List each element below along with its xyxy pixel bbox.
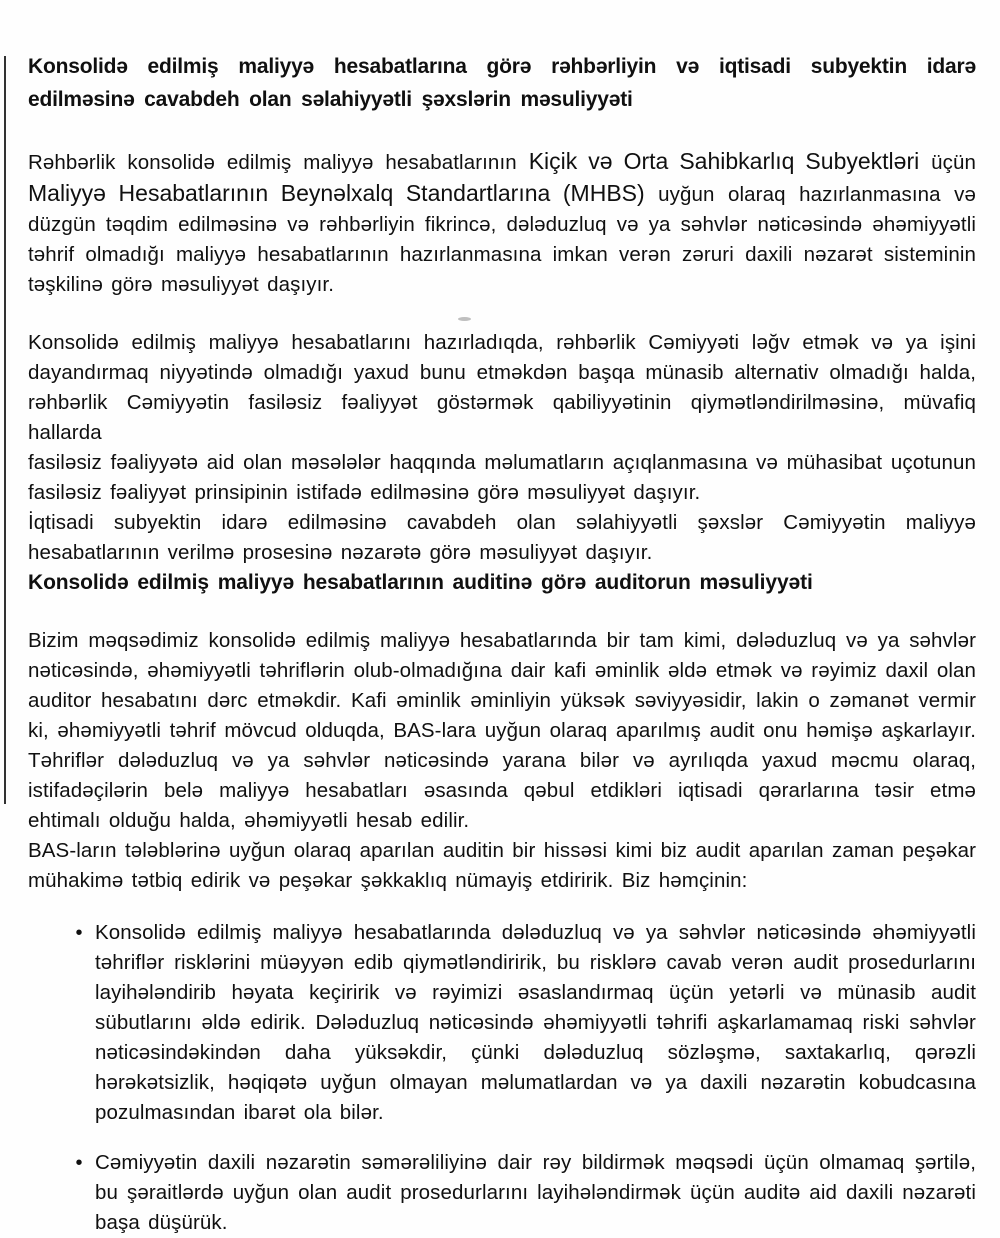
going-concern-paragraph: Konsolidə edilmiş maliyyə hesabatlarını hazırladıqda, rəhbərlik Cəmiyyəti ləğv etmək və ya işini dayandırmaq niyyətində olmadığı yaxud bunu etməkdən başqa münasib alternativ olmadığı halda, rəhbərlik Cəmiyyətin fasiləsiz fəaliyyət göstərmək qabiliyyətinin qiymətləndirilməsinə, müvafiq hallarda: [28, 331, 976, 444]
bullet-icon: •: [75, 922, 83, 944]
management-responsibility-paragraph: [28, 146, 976, 300]
internal-control-bullet-text: Cəmiyyətin daxili nəzarətin səmərəliliyinə dair rəy bildirmək məqsədi üçün olmamaq şərtilə, bu şəraitlərdə uyğun olan audit prosedurlarını layihələndirmək üçün auditə aid daxili nəzarəti başa düşürük.: [95, 1151, 976, 1234]
disclosure-paragraph: fasiləsiz fəaliyyətə aid olan məsələlər haqqında məlumatların açıqlanmasına və mühasibat uçotunun fasiləsiz fəaliyyət prinsipinin istifadə edilməsinə görə məsuliyyət daşıyır.: [28, 451, 976, 504]
management-paragraph-connector: üçün: [931, 151, 977, 174]
document-body: [28, 50, 976, 1238]
auditor-procedures-list: [28, 918, 976, 1238]
bullet-icon: •: [75, 1152, 83, 1174]
auditor-objective-block: [28, 626, 976, 896]
management-paragraph-lead: Rəhbərlik konsolidə edilmiş maliyyə hesabatlarının: [28, 151, 517, 174]
auditor-responsibility-heading: Konsolidə edilmiş maliyyə hesabatlarının auditinə görə auditorun məsuliyyəti: [28, 571, 813, 594]
going-concern-block: [28, 328, 976, 598]
management-responsibility-heading: Konsolidə edilmiş maliyyə hesabatlarına görə rəhbərliyin və iqtisadi subyektin idarə edilməsinə cavabdeh olan səlahiyyətli şəxslərin məsuliyyəti: [28, 55, 976, 111]
bas-requirements-paragraph: BAS-ların tələblərinə uyğun olaraq aparılan auditin bir hissəsi kimi biz audit aparılan zaman peşəkar mühakimə tətbiq edirik və peşəkar şəkkaklıq nümayiş etdiririk. Biz həmçinin:: [28, 839, 976, 892]
auditor-objective-paragraph: Bizim məqsədimiz konsolidə edilmiş maliyyə hesabatlarında bir tam kimi, dələduzluq və ya səhvlər nəticəsində, əhəmiyyətli təhriflərin olub-olmadığına dair kafi əminlik əldə etmək və rəyimiz daxil olan auditor hesabatını dərc etməkdir. Kafi əminlik əminliyin yüksək səviyyəsidir, lakin o zəmanət vermir ki, əhəmiyyətli təhrif mövcud olduqda, BAS-lara uyğun olaraq aparılmış audit onu həmişə aşkarlayır. Təhriflər dələduzluq və ya səhvlər nəticəsində yarana bilər və ayrılıqda yaxud məcmu olaraq, istifadəçilərin belə maliyyə hesabatları əsasında qəbul etdikləri iqtisadi qərarlarına təsir etmə ehtimalı olduğu halda, əhəmiyyətli hesab edilir.: [28, 629, 976, 832]
scan-artifact-line: [4, 56, 6, 804]
list-item: [28, 1148, 976, 1238]
list-item: [28, 918, 976, 1128]
risk-assessment-bullet-text: Konsolidə edilmiş maliyyə hesabatlarında dələduzluq və ya səhvlər nəticəsində əhəmiyyətli təhriflər risklərini müəyyən edib qiymətləndiririk, bu risklərə cavab verən audit prosedurlarını layihələndirib həyata keçiririk və rəyimizi əsaslandırmaq üçün yetərli və münasib audit sübutlarını əldə edirik. Dələduzluq nəticəsində əhəmiyyətli təhrifi aşkarlamamaq riski səhvlər nəticəsindəkindən daha yüksəkdir, çünki dələduzluq sözləşmə, saxtakarlıq, qərəzli hərəkətsizlik, həqiqətə uyğun olmayan məlumatlardan və ya daxili nəzarətin kobudcasına pozulmasından ibarət ola bilər.: [95, 921, 976, 1124]
ifrs-standard-name-phrase: Maliyyə Hesabatlarının Beynəlxalq Standartlarına (MHBS): [28, 180, 645, 206]
governance-paragraph: İqtisadi subyektin idarə edilməsinə cavabdeh olan səlahiyyətli şəxslər Cəmiyyətin maliyyə hesabatlarının verilmə prosesinə nəzarətə görə məsuliyyət daşıyır.: [28, 511, 976, 564]
management-paragraph-rest: uyğun olaraq hazırlanmasına və düzgün təqdim edilməsinə və rəhbərliyin fikrincə, dələduzluq və ya səhvlər nəticəsində əhəmiyyətli təhrif olmadığı maliyyə hesabatlarının hazırlanmasına imkan verən zəruri daxili nəzarət sisteminin təşkilinə görə məsuliyyət daşıyır.: [28, 183, 976, 296]
sme-standard-name-phrase: Kiçik və Orta Sahibkarlıq Subyektləri: [528, 148, 920, 174]
